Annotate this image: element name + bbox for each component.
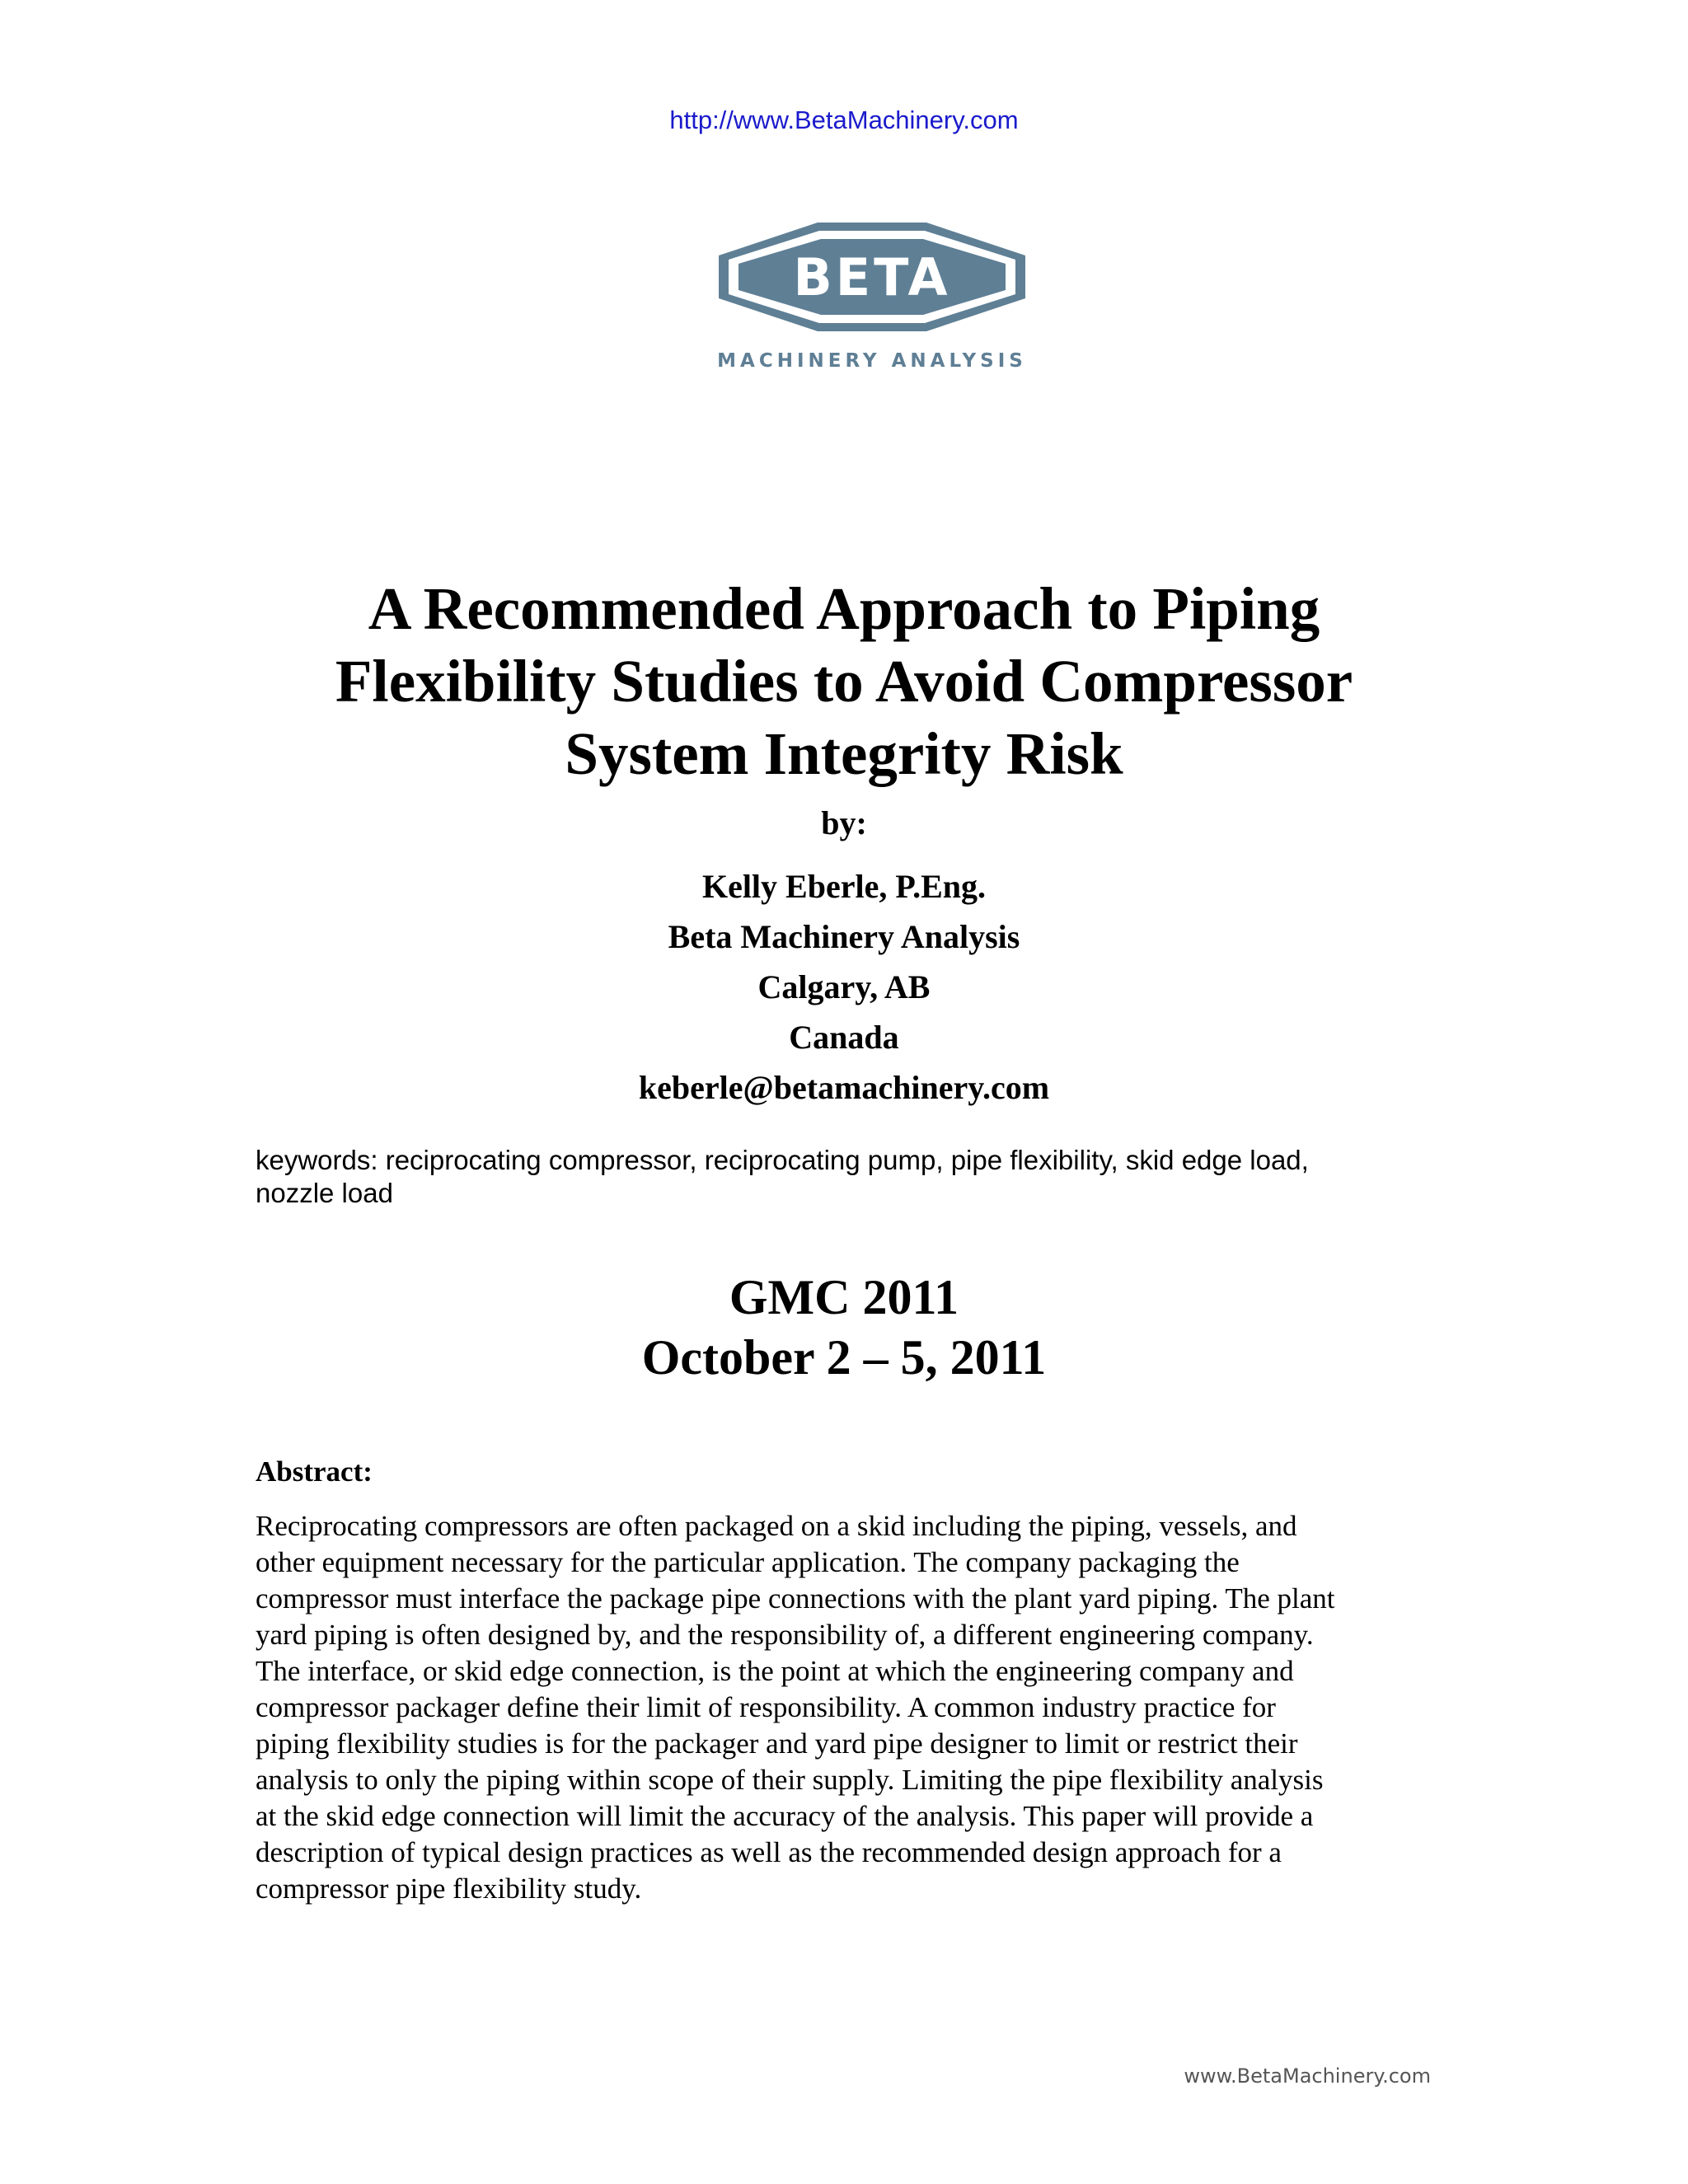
conference-dates: October 2 – 5, 2011: [641, 1330, 1047, 1385]
abstract-line: yard piping is often designed by, and the responsibility of, a different engineering company.: [256, 1619, 1314, 1651]
keywords-line: nozzle load: [256, 1178, 393, 1208]
author-email: keberle@betamachinery.com: [638, 1069, 1050, 1106]
author-city: Calgary, AB: [757, 968, 931, 1005]
author-country: Canada: [789, 1019, 899, 1056]
conference-block: [0, 1268, 1688, 1388]
abstract-line: description of typical design practices as well as the recommended design approach for a: [256, 1836, 1282, 1868]
abstract-line: at the skid edge connection will limit the accuracy of the analysis. This paper will provide a: [256, 1800, 1314, 1832]
byline: by:: [821, 804, 867, 841]
abstract-line: compressor pipe flexibility study.: [256, 1872, 642, 1905]
logo-tagline: MACHINERY ANALYSIS: [717, 350, 1027, 372]
abstract-line: Reciprocating compressors are often packaged on a skid including the piping, vessels, and: [256, 1510, 1297, 1542]
author-name: Kelly Eberle, P.Eng.: [701, 868, 987, 905]
abstract-body: [256, 1508, 1442, 1907]
title-line: A Recommended Approach to Piping: [368, 575, 1320, 642]
abstract-line: piping flexibility studies is for the packager and yard pipe designer to limit or restrict their: [256, 1727, 1298, 1760]
author-block: [0, 861, 1688, 1113]
abstract-line: compressor must interface the package pipe connections with the plant yard piping. The plant: [256, 1582, 1335, 1615]
title-line: System Integrity Risk: [565, 720, 1123, 787]
header-url-link[interactable]: http://www.BetaMachinery.com: [669, 105, 1019, 134]
abstract-line: other equipment necessary for the particular application. The company packaging the: [256, 1546, 1240, 1578]
conference-name: GMC 2011: [729, 1270, 959, 1324]
keywords-line: keywords: reciprocating compressor, reciprocating pump, pipe flexibility, skid edge load,: [256, 1145, 1309, 1175]
title-line: Flexibility Studies to Avoid Compressor: [335, 648, 1353, 715]
footer-url: www.BetaMachinery.com: [1184, 2064, 1431, 2088]
keywords: [256, 1144, 1451, 1210]
logo-wordmark: BETA: [793, 247, 951, 307]
abstract-line: The interface, or skid edge connection, is the point at which the engineering company and: [256, 1655, 1294, 1687]
beta-logo: [710, 216, 1034, 373]
abstract-line: analysis to only the piping within scope of their supply. Limiting the pipe flexibility analysis: [256, 1764, 1324, 1796]
paper-title: [231, 573, 1457, 790]
author-company: Beta Machinery Analysis: [668, 918, 1020, 955]
abstract-line: compressor packager define their limit of responsibility. A common industry practice for: [256, 1691, 1276, 1723]
abstract-heading: Abstract:: [256, 1455, 373, 1488]
